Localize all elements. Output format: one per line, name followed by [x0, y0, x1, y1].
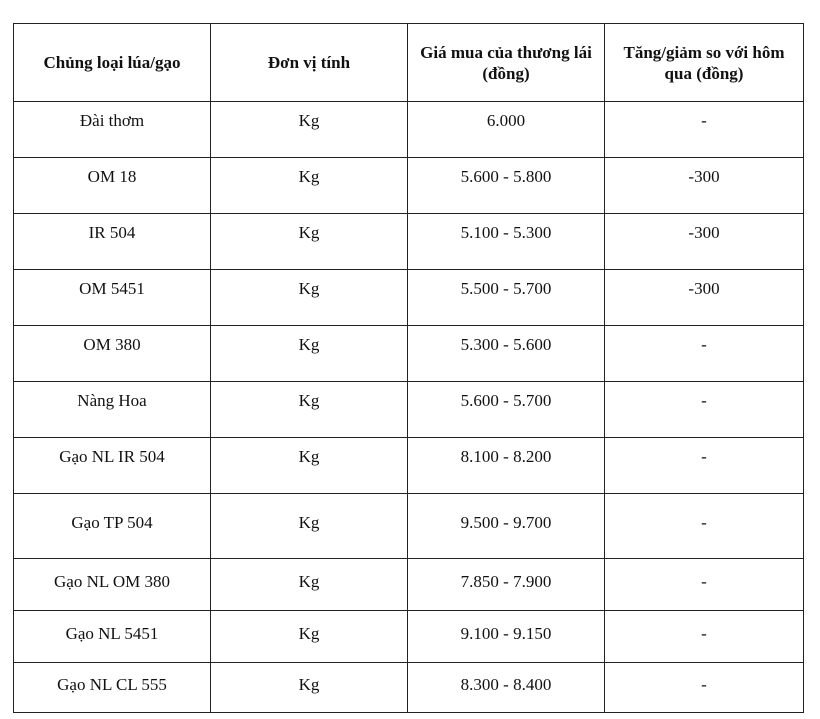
table-row — [14, 326, 804, 382]
table-row — [14, 382, 804, 438]
cell-unit: Kg — [211, 494, 408, 559]
cell-rice-type: IR 504 — [14, 214, 211, 270]
cell-change: - — [605, 494, 804, 559]
cell-rice-type: Đài thơm — [14, 102, 211, 158]
cell-change: -300 — [605, 214, 804, 270]
cell-rice-type: Gạo NL OM 380 — [14, 559, 211, 611]
header-buy-price: Giá mua của thương lái (đồng) — [408, 24, 605, 102]
cell-unit: Kg — [211, 559, 408, 611]
cell-unit: Kg — [211, 438, 408, 494]
cell-price: 8.100 - 8.200 — [408, 438, 605, 494]
cell-unit: Kg — [211, 382, 408, 438]
cell-unit: Kg — [211, 270, 408, 326]
cell-unit: Kg — [211, 102, 408, 158]
cell-price: 9.500 - 9.700 — [408, 494, 605, 559]
cell-price: 9.100 - 9.150 — [408, 611, 605, 663]
cell-price: 5.500 - 5.700 — [408, 270, 605, 326]
cell-price: 5.600 - 5.800 — [408, 158, 605, 214]
cell-price: 8.300 - 8.400 — [408, 663, 605, 713]
table-row — [14, 438, 804, 494]
cell-rice-type: Gạo NL CL 555 — [14, 663, 211, 713]
cell-change: -300 — [605, 158, 804, 214]
cell-rice-type: OM 5451 — [14, 270, 211, 326]
table-row — [14, 494, 804, 559]
header-unit: Đơn vị tính — [211, 24, 408, 102]
cell-rice-type: Nàng Hoa — [14, 382, 211, 438]
cell-rice-type: Gạo NL 5451 — [14, 611, 211, 663]
cell-change: - — [605, 559, 804, 611]
cell-change: - — [605, 102, 804, 158]
header-row — [14, 24, 804, 102]
cell-rice-type: OM 380 — [14, 326, 211, 382]
cell-rice-type: OM 18 — [14, 158, 211, 214]
cell-price: 7.850 - 7.900 — [408, 559, 605, 611]
header-rice-type: Chủng loại lúa/gạo — [14, 24, 211, 102]
cell-unit: Kg — [211, 663, 408, 713]
cell-unit: Kg — [211, 326, 408, 382]
cell-price: 5.300 - 5.600 — [408, 326, 605, 382]
cell-price: 5.100 - 5.300 — [408, 214, 605, 270]
table-row — [14, 158, 804, 214]
table-row — [14, 611, 804, 663]
header-change: Tăng/giảm so với hôm qua (đồng) — [605, 24, 804, 102]
table-row — [14, 214, 804, 270]
rice-price-table — [13, 23, 804, 713]
cell-unit: Kg — [211, 214, 408, 270]
cell-change: - — [605, 663, 804, 713]
table-row — [14, 102, 804, 158]
cell-rice-type: Gạo NL IR 504 — [14, 438, 211, 494]
cell-change: - — [605, 382, 804, 438]
cell-unit: Kg — [211, 158, 408, 214]
cell-change: - — [605, 326, 804, 382]
cell-unit: Kg — [211, 611, 408, 663]
cell-change: - — [605, 438, 804, 494]
cell-rice-type: Gạo TP 504 — [14, 494, 211, 559]
cell-price: 5.600 - 5.700 — [408, 382, 605, 438]
cell-change: -300 — [605, 270, 804, 326]
table-row — [14, 559, 804, 611]
cell-price: 6.000 — [408, 102, 605, 158]
table-row — [14, 270, 804, 326]
table-row — [14, 663, 804, 713]
cell-change: - — [605, 611, 804, 663]
